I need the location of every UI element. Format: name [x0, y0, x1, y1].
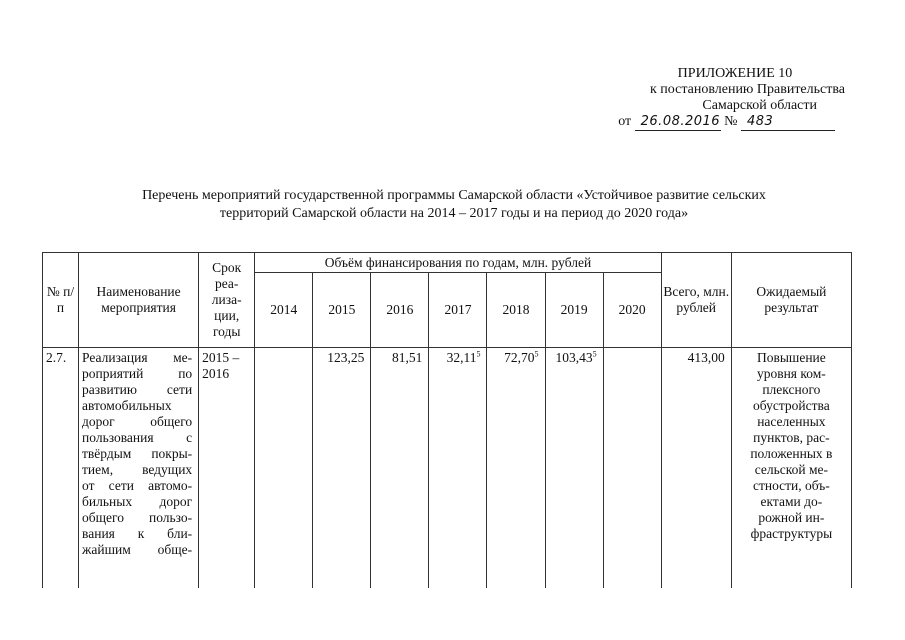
row-name: [79, 348, 199, 588]
appendix-title: ПРИЛОЖЕНИЕ 10: [677, 66, 793, 81]
value-2014: [255, 348, 313, 588]
from-label: от: [618, 114, 632, 129]
header-term: [199, 253, 255, 348]
row-term: [199, 348, 255, 588]
appendix-line2: к постановлению Правительства: [649, 82, 845, 97]
header-num: № п/п: [43, 253, 79, 348]
name-line: твёрдым покры-: [82, 446, 193, 461]
value-2017-text: 32,11: [446, 350, 477, 365]
name-line: бильных дорог: [82, 494, 193, 509]
document-title: [70, 187, 838, 223]
footnote-mark: 5: [476, 349, 481, 359]
name-line: роприятий по: [82, 366, 193, 381]
result-line: ектами до-: [760, 494, 823, 509]
result-line: уровня ком-: [756, 366, 826, 381]
name-line: тием, ведущих: [82, 462, 193, 477]
name-line: вания к бли-: [82, 526, 193, 541]
result-line: пунктов, рас-: [753, 430, 830, 445]
value-2019-text: 103,43: [555, 350, 593, 365]
value-2018: [487, 348, 545, 588]
header-result: Ожидаемый результат: [731, 253, 851, 348]
result-line: Повышение: [756, 350, 826, 365]
term-line: 2015 –: [202, 350, 240, 365]
signature-number: 483: [741, 114, 835, 131]
number-label: №: [724, 114, 738, 129]
header-year: 2018: [487, 273, 545, 348]
value-2018-text: 72,70: [504, 350, 535, 365]
header-year: 2020: [603, 273, 661, 348]
result-line: положенных в: [750, 446, 833, 461]
term-line: 2016: [202, 366, 230, 381]
name-line: автомобильных: [82, 398, 172, 413]
appendix-block: [585, 66, 845, 131]
value-2017: [429, 348, 487, 588]
footnote-mark: 5: [592, 349, 597, 359]
header-year: 2016: [371, 273, 429, 348]
row-result: [731, 348, 851, 588]
value-2015: 123,25: [313, 348, 371, 588]
header-year: 2019: [545, 273, 603, 348]
name-line: дорог общего: [82, 414, 193, 429]
name-line: пользования с: [82, 430, 193, 445]
signature-date: 26.08.2016: [635, 114, 721, 131]
table-row: [43, 348, 852, 588]
value-2019: [545, 348, 603, 588]
result-line: плексного: [762, 382, 821, 397]
header-term-text: Срок реа-лиза-ции, годы: [211, 260, 242, 339]
result-line: фраструктуры: [750, 526, 833, 541]
value-2020: [603, 348, 661, 588]
name-line: жайшим обще-: [82, 542, 193, 557]
header-year: 2014: [255, 273, 313, 348]
appendix-date-line: [585, 114, 845, 131]
row-num: 2.7.: [43, 348, 79, 588]
value-2016: 81,51: [371, 348, 429, 588]
result-line: рожной ин-: [758, 510, 825, 525]
footnote-mark: 5: [534, 349, 539, 359]
measures-table: [42, 252, 852, 588]
name-line: развитию сети: [82, 382, 193, 397]
result-line: обустройства: [753, 398, 830, 413]
header-name: Наименование мероприятия: [79, 253, 199, 348]
appendix-line3: Самарской области: [702, 98, 817, 113]
result-line: стности, объ-: [752, 478, 830, 493]
value-total: 413,00: [661, 348, 731, 588]
name-line: общего пользо-: [82, 510, 193, 525]
header-year: 2017: [429, 273, 487, 348]
header-total: Всего, млн. рублей: [661, 253, 731, 348]
header-year: 2015: [313, 273, 371, 348]
header-funding: Объём финансирования по годам, млн. рублей: [255, 253, 661, 273]
result-line: сельской ме-: [754, 462, 829, 477]
name-line: Реализация ме-: [82, 350, 193, 365]
result-line: населенных: [757, 414, 826, 429]
title-line-1: Перечень мероприятий государственной программы Самарской области «Устойчивое развитие сельских: [142, 188, 766, 203]
title-line-2: территорий Самарской области на 2014 – 2017 годы и на период до 2020 года»: [219, 206, 689, 221]
name-line: от сети автомо-: [82, 478, 193, 493]
